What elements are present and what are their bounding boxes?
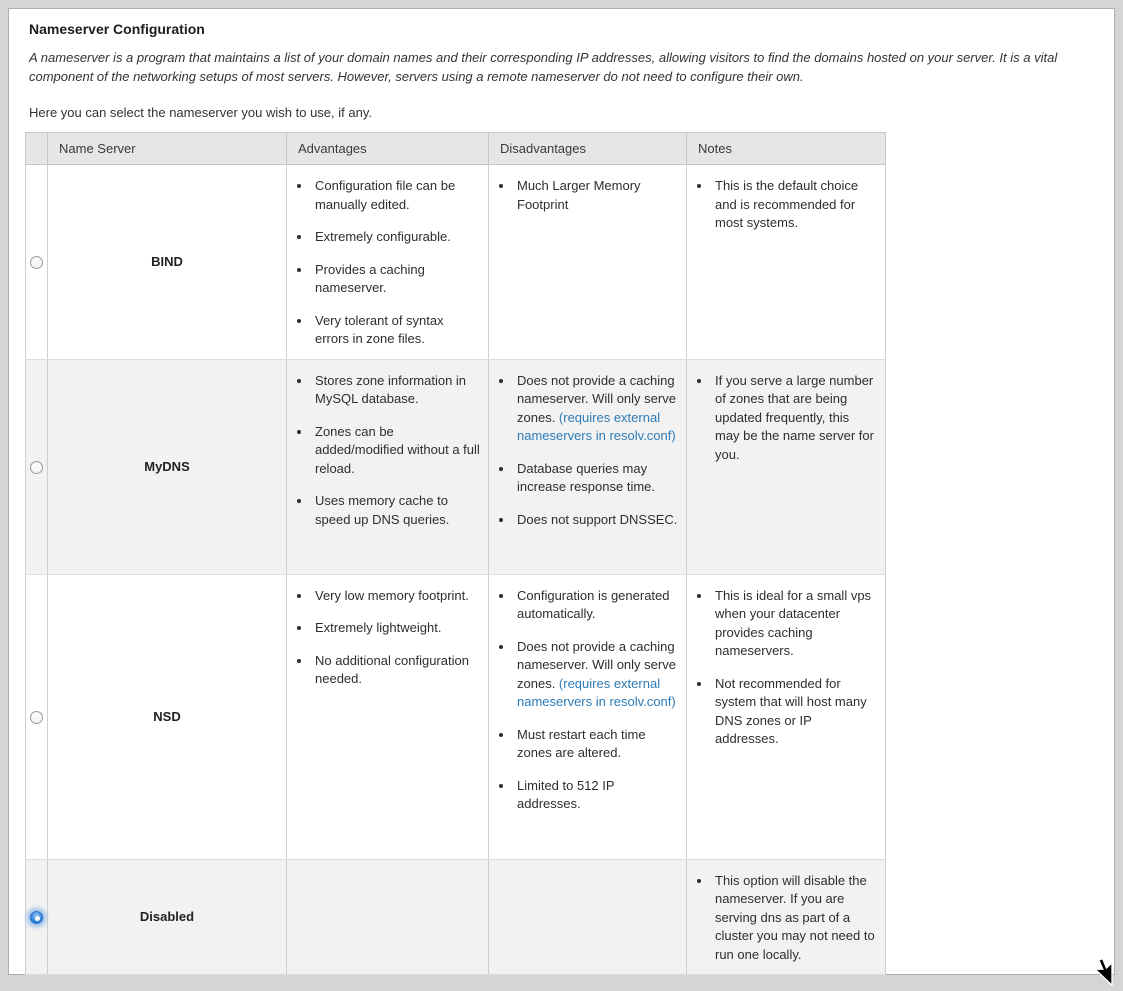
list-item: • Does not provide a caching nameserver. Will only serve zones. (requires external nameservers in resolv.conf) — [514, 372, 678, 446]
disadvantages-cell-mydns — [489, 359, 687, 574]
nameserver-name-disabled: Disabled — [48, 859, 287, 975]
list-item: • Configuration is generated automatically. — [514, 587, 678, 624]
list-item: • This is ideal for a small vps when your datacenter provides caching nameservers. — [712, 587, 877, 661]
list-item: • This option will disable the nameserver. If you are serving dns as part of a cluster you may not need to run one locally. — [712, 872, 877, 965]
list-item: • Zones can be added/modified without a full reload. — [312, 423, 480, 479]
notes-cell-nsd — [687, 574, 886, 859]
list-item: • Must restart each time zones are altered. — [514, 726, 678, 763]
column-header-notes: Notes — [687, 133, 886, 165]
nameserver-radio-nsd[interactable] — [30, 711, 43, 724]
nameserver-name-bind: BIND — [48, 165, 287, 360]
nameserver-radio-bind[interactable] — [30, 256, 43, 269]
column-header-advantages: Advantages — [287, 133, 489, 165]
list-item: • Very low memory footprint. — [312, 587, 480, 606]
advantages-cell-bind — [287, 165, 489, 360]
list-item: • Extremely configurable. — [312, 228, 480, 247]
notes-cell-disabled — [687, 859, 886, 975]
list-item: • Does not provide a caching nameserver. Will only serve zones. (requires external nameservers in resolv.conf) — [514, 638, 678, 712]
notes-list — [712, 872, 877, 965]
page-title: Nameserver Configuration — [29, 21, 205, 37]
list-item: • Extremely lightweight. — [312, 619, 480, 638]
resolv-conf-link[interactable]: (requires external nameservers in resolv.conf) — [517, 409, 676, 443]
nameserver-table-body — [26, 165, 886, 975]
list-item: • Provides a caching nameserver. — [312, 261, 480, 298]
disadvantages-list — [514, 372, 678, 530]
disadvantages-list — [514, 587, 678, 814]
radio-cell-mydns — [26, 359, 48, 574]
nameserver-name-mydns: MyDNS — [48, 359, 287, 574]
advantages-cell-mydns — [287, 359, 489, 574]
intro-paragraph: A nameserver is a program that maintains a list of your domain names and their corresponding IP addresses, allowing visitors to find the domains hosted on your server. It is a vital component of the networking setups of most servers. However, servers using a remote nameserver do not need to configure their own. — [29, 50, 1058, 84]
select-prompt: Here you can select the nameserver you wish to use, if any. — [29, 105, 372, 120]
disadvantages-cell-disabled — [489, 859, 687, 975]
list-item: • Configuration file can be manually edited. — [312, 177, 480, 214]
list-item: • This is the default choice and is recommended for most systems. — [712, 177, 877, 233]
column-header-radio — [26, 133, 48, 165]
list-item: • Not recommended for system that will host many DNS zones or IP addresses. — [712, 675, 877, 749]
radio-cell-disabled — [26, 859, 48, 975]
notes-list — [712, 372, 877, 465]
list-item: • If you serve a large number of zones that are being updated frequently, this may be the name server for you. — [712, 372, 877, 465]
list-item: • Uses memory cache to speed up DNS queries. — [312, 492, 480, 529]
notes-cell-bind — [687, 165, 886, 360]
advantages-list — [312, 587, 480, 689]
advantages-list — [312, 372, 480, 530]
nameserver-radio-disabled[interactable] — [30, 911, 43, 924]
list-item: • Limited to 512 IP addresses. — [514, 777, 678, 814]
advantages-cell-disabled — [287, 859, 489, 975]
radio-cell-nsd — [26, 574, 48, 859]
table-row-bind — [26, 165, 886, 360]
nameserver-table — [25, 132, 886, 975]
notes-list — [712, 587, 877, 749]
list-item: • No additional configuration needed. — [312, 652, 480, 689]
advantages-cell-nsd — [287, 574, 489, 859]
list-item: • Database queries may increase response time. — [514, 460, 678, 497]
list-item: • Stores zone information in MySQL database. — [312, 372, 480, 409]
radio-cell-bind — [26, 165, 48, 360]
table-row-mydns — [26, 359, 886, 574]
notes-cell-mydns — [687, 359, 886, 574]
advantages-list — [312, 177, 480, 349]
table-row-nsd — [26, 574, 886, 859]
column-header-name-server: Name Server — [48, 133, 287, 165]
table-header-row — [26, 133, 886, 165]
list-item: • Does not support DNSSEC. — [514, 511, 678, 530]
list-item: • Very tolerant of syntax errors in zone files. — [312, 312, 480, 349]
resolv-conf-link[interactable]: (requires external nameservers in resolv.conf) — [517, 675, 676, 709]
notes-list — [712, 177, 877, 233]
disadvantages-list — [514, 177, 678, 214]
column-header-disadvantages: Disadvantages — [489, 133, 687, 165]
disadvantages-cell-nsd — [489, 574, 687, 859]
nameserver-radio-mydns[interactable] — [30, 461, 43, 474]
nameserver-name-nsd: NSD — [48, 574, 287, 859]
disadvantages-cell-bind — [489, 165, 687, 360]
content-panel — [8, 8, 1115, 975]
radio-selected-dot — [35, 916, 40, 921]
table-row-disabled — [26, 859, 886, 975]
list-item: • Much Larger Memory Footprint — [514, 177, 678, 214]
